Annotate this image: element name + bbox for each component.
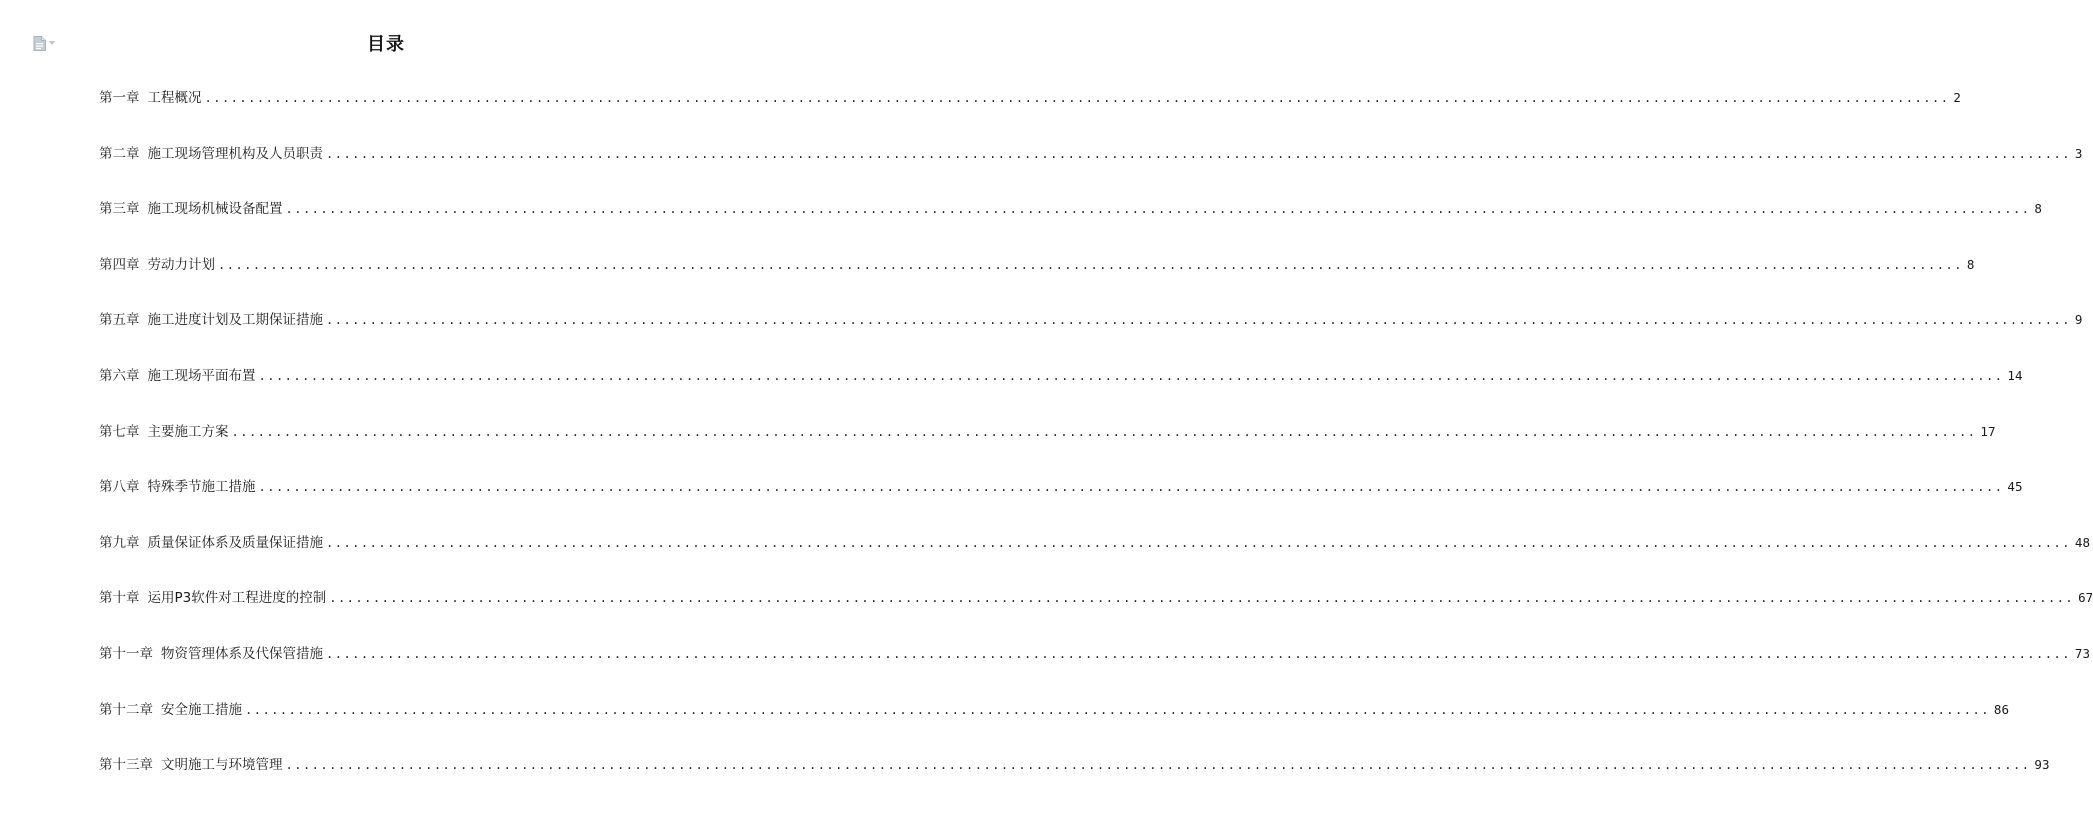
toc-page-number: 93	[2034, 757, 2050, 773]
toc-entry[interactable]	[99, 255, 1975, 311]
toc-chapter-number: 第三章	[99, 201, 140, 218]
toc-chapter-number: 第十章	[99, 590, 140, 607]
toc-dot-leader: ........................................................................................................................................................................................................	[285, 758, 2031, 773]
toc-entry[interactable]	[99, 199, 2042, 255]
toc-entry[interactable]	[99, 700, 2009, 756]
toc-page-number: 9	[2074, 312, 2083, 328]
toc-entry[interactable]	[99, 588, 2093, 644]
toc-dot-leader: ........................................................................................................................................................................................................	[258, 480, 2004, 495]
page-title: 目录	[367, 34, 405, 55]
toc-page-number: 3	[2074, 145, 2083, 161]
toc-dot-leader: ........................................................................................................................................................................................................	[326, 313, 2071, 328]
toc-chapter-number: 第七章	[99, 423, 140, 440]
toc-dot-leader: ........................................................................................................................................................................................................	[326, 146, 2071, 161]
toc-chapter-number: 第十三章	[99, 757, 153, 774]
toc-chapter-title: 质量保证体系及质量保证措施	[147, 534, 323, 551]
toc-dot-leader: ........................................................................................................................................................................................................	[218, 257, 1963, 272]
toc-page-number: 48	[2074, 534, 2090, 550]
toc-entry[interactable]	[99, 88, 1961, 144]
toc-chapter-number: 第一章	[99, 90, 140, 106]
toc-dot-leader: ........................................................................................................................................................................................................	[231, 424, 1977, 439]
toc-page-number: 8	[1966, 256, 1975, 272]
toc-chapter-title: 物资管理体系及代保管措施	[161, 645, 323, 662]
toc-chapter-title: 主要施工方案	[147, 423, 229, 440]
toc-chapter-title: 劳动力计划	[147, 256, 215, 273]
toc-dot-leader: ........................................................................................................................................................................................................	[285, 202, 2031, 217]
toc-dot-leader: ........................................................................................................................................................................................................	[258, 368, 2004, 383]
toc-chapter-title: 施工现场管理机构及人员职责	[147, 145, 323, 162]
toc-entry[interactable]	[99, 644, 2090, 700]
toc-page-number: 86	[1993, 701, 2009, 717]
toc-entry[interactable]	[99, 422, 1996, 478]
toc-entry[interactable]	[99, 477, 2023, 533]
toc-chapter-number: 第十二章	[99, 701, 153, 718]
toc-entry[interactable]	[99, 310, 2083, 366]
toc-dot-leader: ........................................................................................................................................................................................................	[329, 591, 2075, 606]
toc-chapter-number: 第九章	[99, 534, 140, 551]
toc-page-number: 8	[2034, 201, 2042, 217]
toc-page-number: 2	[1953, 90, 1961, 105]
toc-dot-leader: ........................................................................................................................................................................................................	[326, 646, 2071, 661]
toc-chapter-title: 运用P3软件对工程进度的控制	[147, 590, 327, 607]
toc-chapter-title: 特殊季节施工措施	[147, 479, 256, 496]
toc-chapter-number: 第二章	[99, 145, 140, 162]
toc-chapter-number: 第四章	[99, 256, 140, 273]
toc-chapter-title: 工程概况	[147, 90, 202, 106]
toc-dot-leader: ........................................................................................................................................................................................................	[245, 702, 1990, 717]
toc-chapter-title: 施工现场机械设备配置	[147, 201, 283, 218]
toc-chapter-title: 施工进度计划及工期保证措施	[147, 312, 323, 329]
toc-dot-leader: ........................................................................................................................................................................................................	[326, 535, 2071, 550]
toc-page-number: 14	[2007, 367, 2023, 383]
toc-entry[interactable]	[99, 533, 2090, 589]
toc-entry[interactable]	[99, 755, 2050, 811]
toc-chapter-title: 文明施工与环境管理	[161, 757, 283, 774]
toc-page-number: 67	[2078, 590, 2093, 606]
table-of-contents	[99, 88, 2093, 811]
toc-chapter-number: 第五章	[99, 312, 140, 329]
toc-chapter-number: 第六章	[99, 367, 140, 384]
toc-entry[interactable]	[99, 366, 2023, 422]
toc-dot-leader: ........................................................................................................................................................................................................	[204, 91, 1950, 105]
toc-page-number: 17	[1980, 423, 1996, 439]
toc-chapter-number: 第十一章	[99, 645, 153, 662]
toc-page-number: 45	[2007, 479, 2023, 495]
toc-entry[interactable]	[99, 144, 2083, 200]
toc-chapter-title: 施工现场平面布置	[147, 367, 256, 384]
toc-chapter-number: 第八章	[99, 479, 140, 496]
toc-page-number: 73	[2074, 645, 2090, 661]
toc-chapter-title: 安全施工措施	[161, 701, 242, 718]
